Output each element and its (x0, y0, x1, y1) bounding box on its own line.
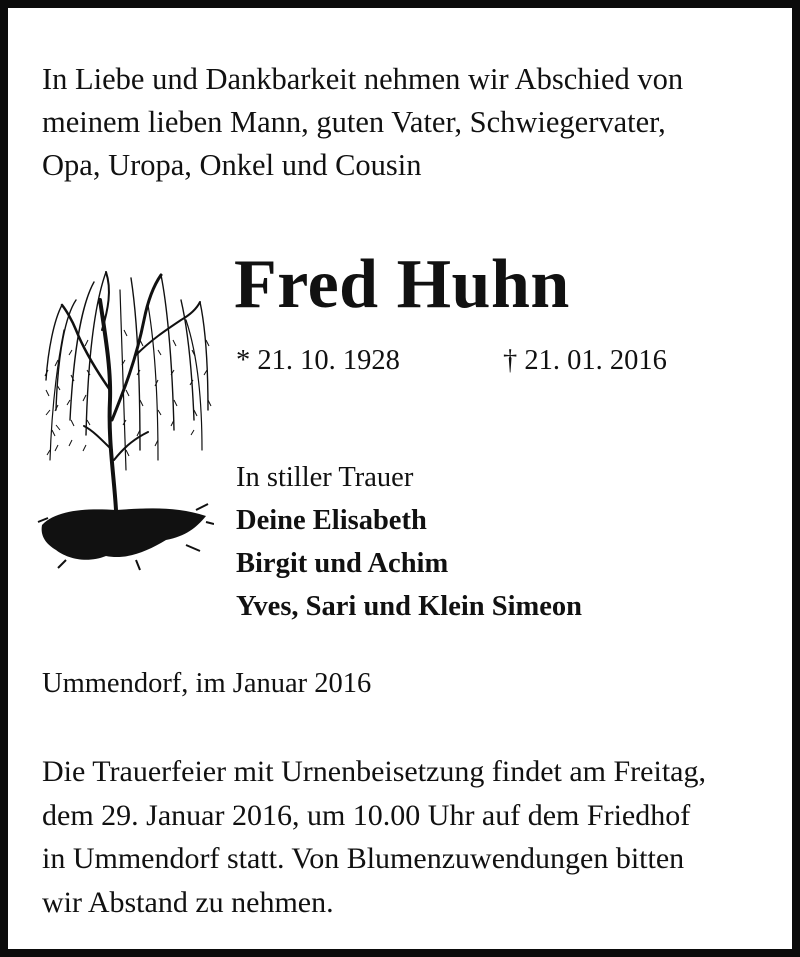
funeral-notice (42, 750, 782, 924)
notice-line: wir Abstand zu nehmen. (42, 885, 334, 919)
mourning-intro: In stiller Trauer (236, 462, 414, 493)
willow-tree-icon (36, 260, 214, 582)
intro-text (42, 58, 782, 187)
intro-line: In Liebe und Dankbarkeit nehmen wir Abschied von (42, 62, 684, 96)
notice-line: dem 29. Januar 2016, um 10.00 Uhr auf dem Friedhof (42, 798, 691, 832)
life-dates (236, 341, 667, 381)
mourner-name: Deine Elisabeth (236, 505, 427, 536)
death-date: † 21. 01. 2016 (503, 345, 667, 376)
place-date: Ummendorf, im Januar 2016 (42, 668, 372, 699)
deceased-name: Fred Huhn (234, 246, 570, 323)
intro-line: Opa, Uropa, Onkel und Cousin (42, 148, 422, 182)
mourner-name: Birgit und Achim (236, 548, 449, 579)
notice-line: Die Trauerfeier mit Urnenbeisetzung findet am Freitag, (42, 755, 706, 788)
mourners-block (236, 456, 582, 628)
mourner-name: Yves, Sari und Klein Simeon (236, 591, 583, 622)
notice-line: in Ummendorf statt. Von Blumenzuwendungen bitten (42, 842, 685, 875)
intro-line: meinem lieben Mann, guten Vater, Schwiegervater, (42, 105, 666, 139)
birth-date: * 21. 10. 1928 (236, 345, 400, 376)
